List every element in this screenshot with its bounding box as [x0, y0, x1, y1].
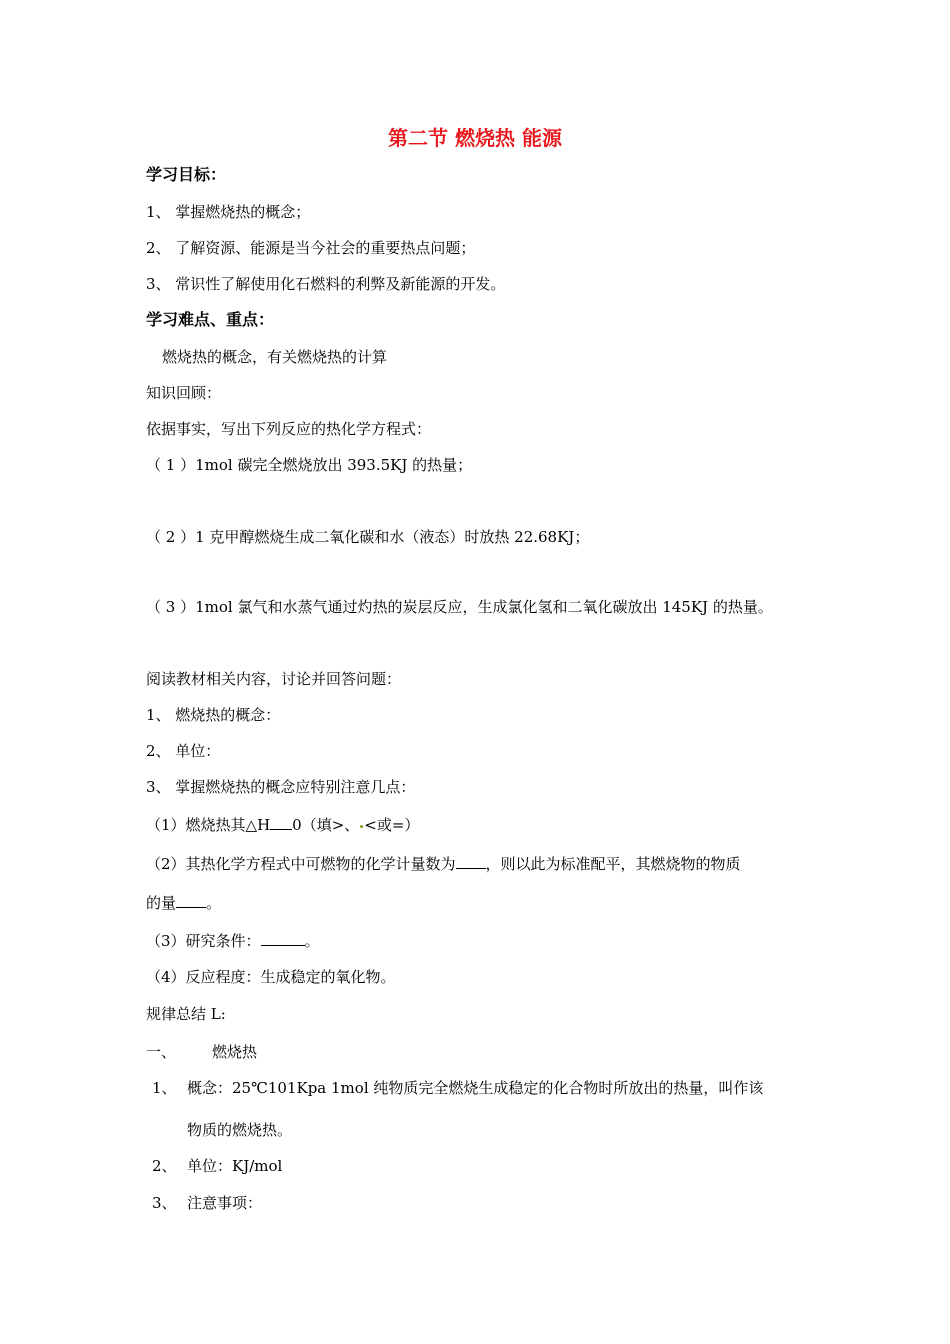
key-points-text: 燃烧热的概念，有关燃烧热的计算 — [162, 348, 388, 366]
review-label: 知识回顾： — [146, 384, 222, 402]
summary-item-number: 3、 — [152, 1194, 177, 1212]
point-1-text-c: <或=） — [364, 816, 420, 834]
point-3-text-b: 。 — [304, 932, 320, 950]
reading-question: 1、 燃烧热的概念： — [146, 706, 281, 724]
point-3-text-a: （3）研究条件： — [146, 932, 261, 950]
point-2-continued — [146, 893, 221, 913]
point-2-text-a: （2）其热化学方程式中可燃物的化学计量数为 — [146, 855, 456, 873]
objective-item: 2、 了解资源、能源是当今社会的重要热点问题； — [146, 239, 476, 257]
key-points-heading: 学习难点、重点： — [146, 310, 275, 329]
objective-item: 3、 常识性了解使用化石燃料的利弊及新能源的开发。 — [146, 275, 506, 293]
summary-item-text: 注意事项： — [187, 1194, 263, 1212]
review-item: （ 2 ）1 克甲醇燃烧生成二氧化碳和水（液态）时放热 22.68KJ； — [146, 528, 590, 546]
summary-item-number: 1、 — [152, 1079, 177, 1097]
answer-blank — [261, 931, 305, 946]
reading-question: 3、 掌握燃烧热的概念应特别注意几点： — [146, 778, 416, 796]
point-2-text-c: 的量 — [146, 894, 177, 912]
review-item: （ 1 ）1mol 碳完全燃烧放出 393.5KJ 的热量； — [146, 456, 473, 474]
point-1 — [146, 815, 419, 835]
answer-blank — [176, 893, 206, 908]
review-instruction: 依据事实，写出下列反应的热化学方程式： — [146, 420, 432, 438]
summary-item-text: 概念：25℃101Kpa 1mol 纯物质完全燃烧生成稳定的化合物时所放出的热量，叫作该 — [187, 1079, 764, 1097]
summary-item-text: 单位：KJ/mol — [187, 1157, 283, 1175]
point-1-text-a: （1）燃烧热其△H — [146, 816, 271, 834]
summary-item-number: 2、 — [152, 1157, 177, 1175]
reading-instruction: 阅读教材相关内容，讨论并回答问题： — [146, 670, 402, 688]
answer-blank — [270, 815, 292, 830]
stray-dot — [360, 825, 363, 828]
point-4: （4）反应程度：生成稳定的氧化物。 — [146, 968, 396, 986]
answer-blank — [456, 854, 486, 869]
point-2-text-b: ，则以此为标准配平，其燃烧物的物质 — [485, 855, 741, 873]
reading-question: 2、 单位： — [146, 742, 221, 760]
summary-item-text-continued: 物质的燃烧热。 — [187, 1121, 293, 1139]
point-1-text-b: 0（填>、 — [292, 816, 360, 834]
summary-label: 规律总结 L: — [146, 1005, 226, 1023]
review-item: （ 3 ）1mol 氯气和水蒸气通过灼热的炭层反应，生成氯化氢和二氧化碳放出 145KJ 的热量。 — [146, 598, 773, 616]
point-2 — [146, 854, 741, 874]
summary-section-number: 一、 — [146, 1043, 177, 1061]
objective-item: 1、 掌握燃烧热的概念； — [146, 203, 311, 221]
point-2-text-d: 。 — [206, 894, 222, 912]
objectives-heading: 学习目标： — [146, 165, 227, 184]
summary-section-title: 燃烧热 — [212, 1043, 258, 1061]
page-title: 第二节 燃烧热 能源 — [388, 126, 562, 150]
point-3 — [146, 931, 320, 951]
